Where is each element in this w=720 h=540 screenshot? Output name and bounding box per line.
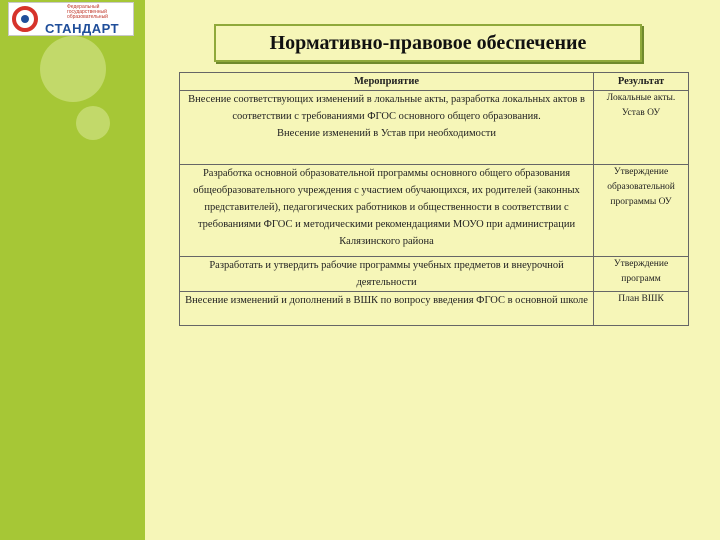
activity-cell: Внесение соответствующих изменений в локальные акты, разработка локальных актов в соответствии с требованиями ФГОС основного общего образования. Внесение изменений в Устав при необходимости bbox=[180, 91, 594, 165]
decorative-circle-small bbox=[76, 106, 110, 140]
logo-caption-line3: образовательный bbox=[67, 14, 108, 20]
logo-emblem-core bbox=[21, 15, 29, 23]
result-cell: Локальные акты. Устав ОУ bbox=[594, 91, 689, 165]
fgos-logo bbox=[8, 2, 134, 36]
table-header-row bbox=[180, 73, 689, 91]
activity-cell: Внесение изменений и дополнений в ВШК по вопросу введения ФГОС в основной школе bbox=[180, 292, 594, 326]
result-cell: Утверждение программ bbox=[594, 257, 689, 292]
result-cell: План ВШК bbox=[594, 292, 689, 326]
logo-word: СТАНДАРТ bbox=[45, 21, 120, 36]
table-row bbox=[180, 292, 689, 326]
activity-cell: Разработка основной образовательной программы основного общего образования общеобразовательного учреждения с участием обучающихся, их родителей (законных представителей), педагогических работников и общественности в соответствии с требованиями ФГОС и методическими рекомендациями МОУО при администрации Калязинского района bbox=[180, 165, 594, 257]
logo-emblem-icon bbox=[12, 6, 38, 32]
result-cell: Утверждение образовательной программы ОУ bbox=[594, 165, 689, 257]
logo-caption-line2: государственный bbox=[67, 9, 107, 15]
logo-caption-line1: Федеральный bbox=[67, 4, 100, 10]
header-result: Результат bbox=[594, 73, 689, 91]
decorative-circle-large bbox=[40, 36, 106, 102]
logo-caption bbox=[67, 5, 133, 20]
header-activity: Мероприятие bbox=[180, 73, 594, 91]
activity-cell: Разработать и утвердить рабочие программы учебных предметов и внеурочной деятельности bbox=[180, 257, 594, 292]
left-sidebar-band bbox=[0, 0, 145, 540]
table-row bbox=[180, 91, 689, 165]
measures-table bbox=[179, 72, 689, 326]
slide-title: Нормативно-правовое обеспечение bbox=[214, 24, 642, 62]
table-row bbox=[180, 165, 689, 257]
table-row bbox=[180, 257, 689, 292]
